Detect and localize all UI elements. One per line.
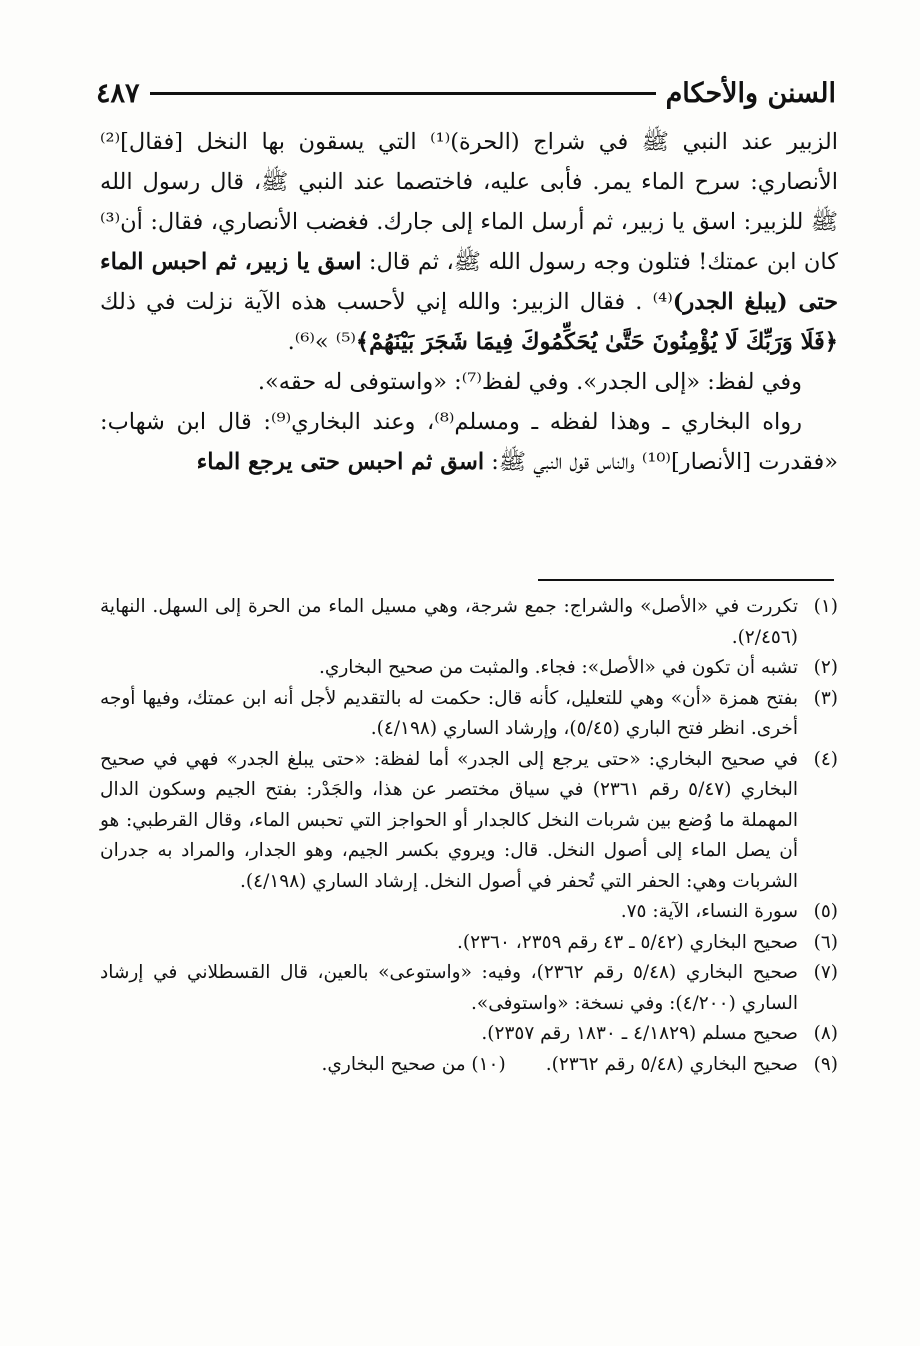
header-rule [150,92,656,95]
footnote-text: صحيح مسلم (٤/١٨٢٩ ـ ١٨٣٠ رقم ٢٣٥٧). [481,1023,798,1044]
paragraph-1-text: الزبير عند النبي ﷺ في شراج (الحرة)⁽¹⁾ التي يسقون بها النخل [فقال]⁽²⁾ الأنصاري: سرح الماء يمر. فأبى عليه، فاختصما عند النبي ﷺ، قال رسول الله ﷺ للزبير: اسق يا زبير، ثم أرسل الماء إلى جارك. فغضب الأنصاري، فقال: أن⁽³⁾ كان ابن عمتك! فتلون وجه رسول الله ﷺ، ثم قال: [100,129,839,275]
paragraph-3-bold: اسق ثم احبس حتى يرجع الماء [196,449,485,475]
footnote-text: تشبه أن تكون في «الأصل»: فجاء. والمثبت من صحيح البخاري. [319,657,798,678]
quran-verse: ﴿فَلَا وَرَبِّكَ لَا يُؤْمِنُونَ حَتَّىٰ يُحَكِّمُوكَ فِيمَا شَجَرَ بَيْنَهُمْ﴾ [355,329,838,355]
footnote-7 [100,958,838,1019]
paragraph-1-rest: . فقال الزبير: والله إني لأحسب هذه الآية نزلت في ذلك [100,289,643,315]
footnote-number: (١) [813,596,838,617]
page-header [96,70,836,116]
footnote-number: (٤) [813,748,838,770]
footnotes [100,592,838,1080]
footnote-number: (١٠) [471,1053,506,1075]
footnote-separator [538,579,834,581]
footnote-number: (٧) [813,962,838,983]
footnote-2 [100,653,838,684]
running-title: السنن والأحكام [665,77,836,109]
footnote-text: سورة النساء، الآية: ٧٥. [620,901,798,922]
paragraph-1-note: ⁽⁴⁾ [652,289,673,315]
footnote-number: (٥) [813,901,838,922]
footnote-3 [100,684,838,745]
footnote-text: تكررت في «الأصل» والشراج: جمع شرجة، وهي مسيل الماء من الحرة إلى السهل. النهاية (٢/٤٥٦). [100,596,798,648]
paragraph-2: وفي لفظ: «إلى الجدر». وفي لفظ⁽⁷⁾: «واستوفى له حقه». [257,369,802,395]
footnote-text: في صحيح البخاري: «حتى يرجع إلى الجدر» أما لفظة: «حتى يبلغ الجدر» فهي في صحيح البخاري (٥/٤٧ رقم ٢٣٦١) في سياق مختصر عن هذا، والجَدْر: بفتح الجيم وسكون الدال المهملة ما وُضع بين شربات النخل كالجدار أو الحواجز التي تحبس الماء، وقال القرطبي: هو أن يصل الماء إلى أصول النخل. قال: ويروي بكسر الجيم، وهو الجدار، والمراد به جدران الشربات وهي: الحفر التي تُحفر في أصول النخل. إرشاد الساري (٤/١٩٨). [100,748,798,892]
footnote-5 [100,897,838,928]
paragraph-3-text: رواه البخاري ـ وهذا لفظه ـ ومسلم⁽⁸⁾، وعند البخاري⁽⁹⁾: قال ابن شهاب: «فقدرت [الأنصار]⁽¹⁰⁾ والناس قول النبي ﷺ: [100,409,838,475]
paragraph-3 [100,402,838,482]
footnote-6 [100,928,838,959]
paragraph-1 [100,122,838,362]
footnote-text: بفتح همزة «أن» وهي للتعليل، كأنه قال: حكمت له بالتقديم لأجل أنه ابن عمتك، وفيها أوجه أخرى. انظر فتح الباري (٥/٤٥)، وإرشاد الساري (٤/١٩٨). [100,687,798,739]
footnote-number: (٣) [813,687,838,709]
footnote-4 [100,745,838,898]
footnote-text: صحيح البخاري (٥/٤٨ رقم ٢٣٦٢). [545,1053,798,1075]
footnote-text: صحيح البخاري (٥/٤٨ رقم ٢٣٦٢)، وفيه: «واستوعى» بالعين، قال القسطلاني في إرشاد الساري (٤/٢٠٠): وفي نسخة: «واستوفى». [100,962,798,1014]
footnote-text: من صحيح البخاري. [321,1053,466,1075]
main-text [100,122,838,482]
footnote-1 [100,592,838,653]
footnote-8 [100,1019,838,1050]
footnote-number: (٦) [813,931,838,953]
footnote-number: (٢) [813,657,838,678]
footnote-number: (٩) [813,1053,838,1075]
footnote-text: صحيح البخاري (٥/٤٢ ـ ٤٣ رقم ٢٣٥٩، ٢٣٦٠). [457,931,798,953]
paragraph-1-end: ⁽⁵⁾ »⁽⁶⁾. [287,329,356,355]
footnote-10 [322,1050,506,1081]
footnote-number: (٨) [813,1023,838,1044]
footnote-pair [100,1050,838,1081]
page-number: ٤٨٧ [96,77,140,109]
paragraph-1-bold: اسق يا زبير، ثم احبس الماء حتى (يبلغ الجدر) [100,249,838,315]
footnote-9 [546,1050,838,1081]
